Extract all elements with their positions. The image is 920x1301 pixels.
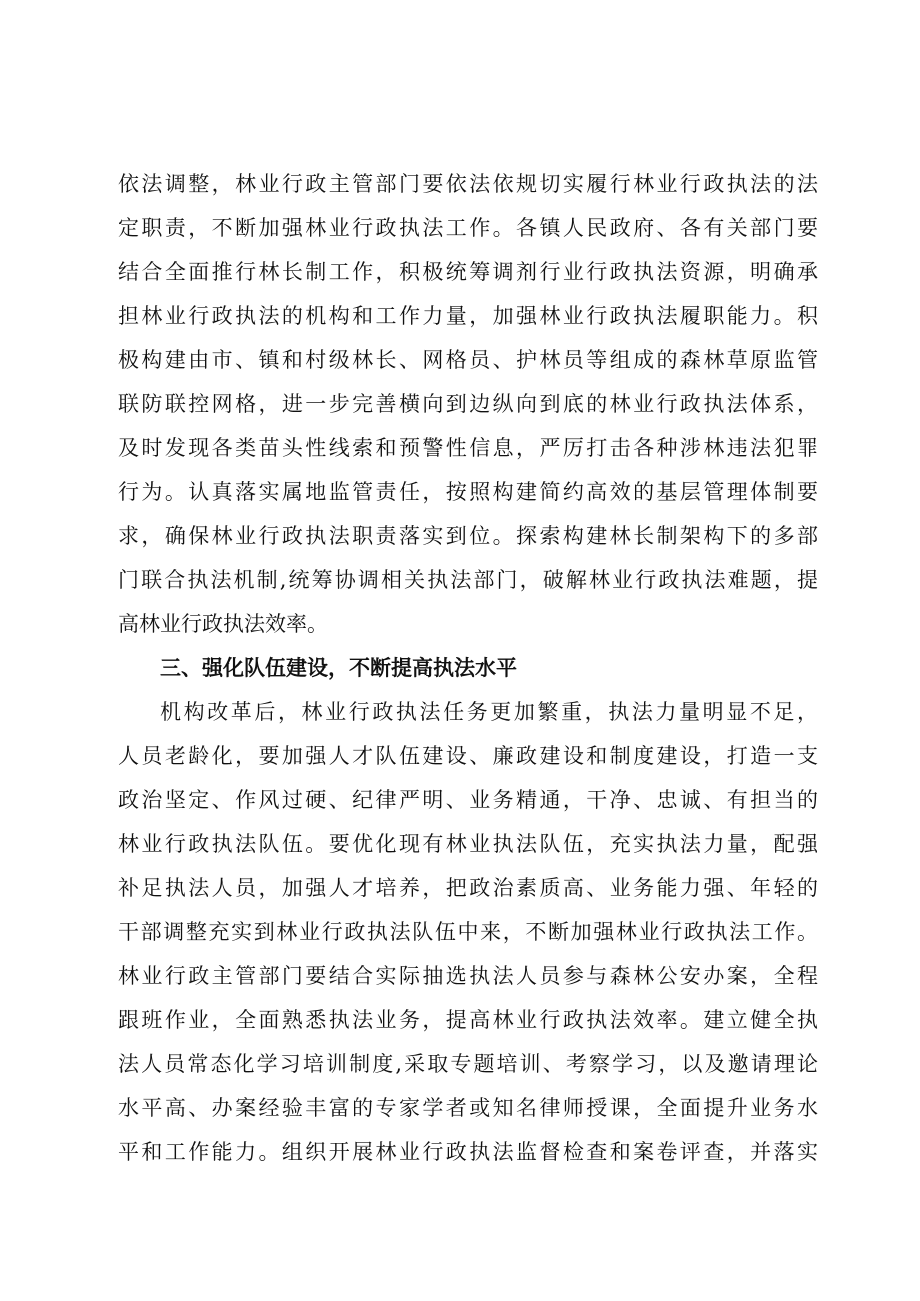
text-line: 极构建由市、镇和村级林长、网格员、护林员等组成的森林草原监管 <box>118 348 818 372</box>
text-line: 机构改革后，林业行政执法任务更加繁重，执法力量明显不足， <box>160 700 818 724</box>
text-line: 法人员常态化学习培训制度,采取专题培训、考察学习，以及邀请理论 <box>118 1052 818 1076</box>
text-line: 政治坚定、作风过硬、纪律严明、业务精通，干净、忠诚、有担当的 <box>118 788 818 812</box>
text-line: 求，确保林业行政执法职责落实到位。探索构建林长制架构下的多部 <box>118 524 818 548</box>
text-line: 平和工作能力。组织开展林业行政执法监督检查和案卷评查，并落实 <box>118 1140 818 1164</box>
text-line: 行为。认真落实属地监管责任，按照构建简约高效的基层管理体制要 <box>118 480 818 504</box>
text-line: 林业行政主管部门要结合实际抽选执法人员参与森林公安办案，全程 <box>118 964 818 988</box>
text-line: 依法调整，林业行政主管部门要依法依规切实履行林业行政执法的法 <box>118 172 818 196</box>
text-line: 担林业行政执法的机构和工作力量，加强林业行政执法履职能力。积 <box>118 304 818 328</box>
text-line: 补足执法人员，加强人才培养，把政治素质高、业务能力强、年轻的 <box>118 876 818 900</box>
text-line: 人员老龄化，要加强人才队伍建设、廉政建设和制度建设，打造一支 <box>118 744 818 768</box>
text-line: 联防联控网格，进一步完善横向到边纵向到底的林业行政执法体系， <box>118 392 818 416</box>
text-line: 干部调整充实到林业行政执法队伍中来，不断加强林业行政执法工作。 <box>118 920 818 944</box>
text-line: 林业行政执法队伍。要优化现有林业执法队伍，充实执法力量，配强 <box>118 832 818 856</box>
text-line: 门联合执法机制,统筹协调相关执法部门，破解林业行政执法难题，提 <box>118 568 818 592</box>
text-line: 结合全面推行林长制工作，积极统筹调剂行业行政执法资源，明确承 <box>118 260 818 284</box>
text-line: 高林业行政执法效率。 <box>118 612 328 636</box>
text-line: 及时发现各类苗头性线索和预警性信息，严厉打击各种涉林违法犯罪 <box>118 436 818 460</box>
text-line: 跟班作业，全面熟悉执法业务，提高林业行政执法效率。建立健全执 <box>118 1008 818 1032</box>
text-line: 水平高、办案经验丰富的专家学者或知名律师授课，全面提升业务水 <box>118 1096 818 1120</box>
section-heading: 三、强化队伍建设，不断提高执法水平 <box>160 656 517 680</box>
text-line: 定职责，不断加强林业行政执法工作。各镇人民政府、各有关部门要 <box>118 216 818 240</box>
